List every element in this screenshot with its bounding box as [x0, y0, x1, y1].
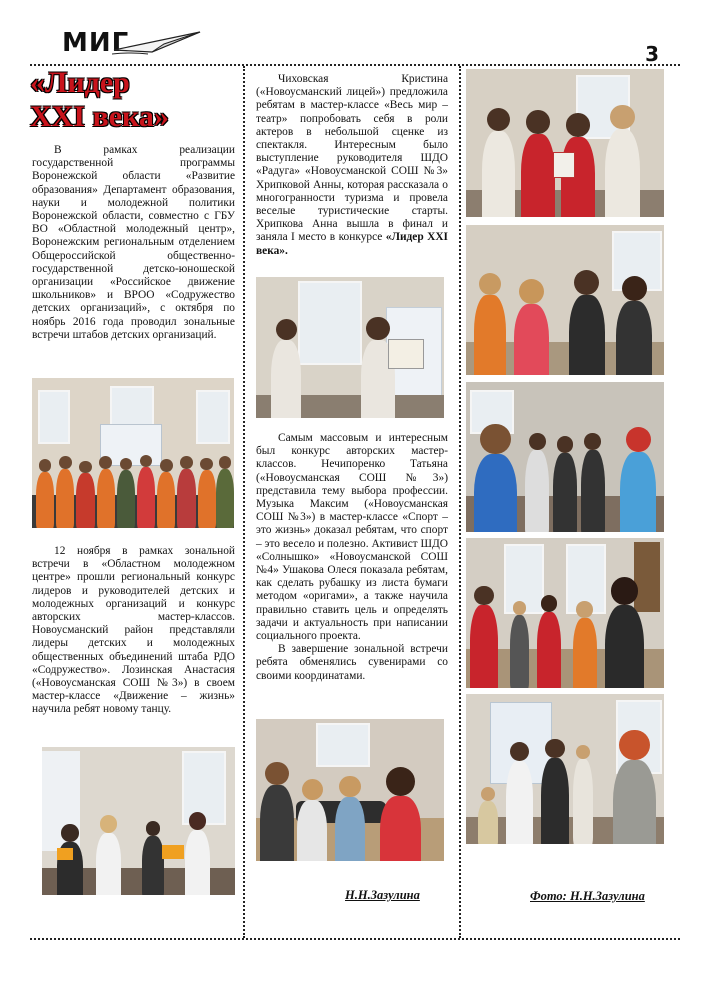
photo-closing-presentation	[466, 694, 664, 844]
column-divider-2	[459, 66, 461, 938]
photo-dance-circle	[466, 538, 664, 688]
column-2-paragraph-1: Чиховская Кристина («Новоусманский лицей») предложила ребятам в мастер-классе «Весь мир – театр» попробовать себя в роли актеров в небольшой сценке из спектакля. Интересным было выступление руководителя ШДО «Радуга» «Новоусманской СОШ №3» Хрипковой Анны, которая рассказала о многогранности туризма и провела веселые туристические старты. Хрипкова Анна вышла в финал и заняла I место в конкурсе «Лидер XXI века».	[256, 73, 448, 257]
title-line-2: XXI века»	[30, 100, 169, 133]
photo-origami-workshop	[256, 719, 444, 861]
author-signature: Н.Н.Зазулина	[345, 888, 420, 902]
paper-plane-icon	[112, 30, 202, 56]
photo-game-circle	[466, 382, 664, 532]
magazine-logo: МИГ	[62, 28, 130, 58]
photo-award-group	[466, 69, 664, 217]
photo-two-speakers	[256, 277, 444, 418]
photo-credit: Фото: Н.Н.Зазулина	[530, 889, 645, 903]
title-line-1: «Лидер	[30, 66, 130, 99]
column-divider-1	[243, 66, 245, 938]
photo-seated-discussion	[466, 225, 664, 375]
column-1-paragraph-1: В рамках реализации государственной программы Воронежской области «Развитие образования» Департамент образования, науки и молодежной политики Воронежской области, совместно с ГБУ ВО «Областной молодежный центр», Воронежским региональным отделением Общероссийской общественно-государственной детско-юношеской организации «Российское движение школьников» и ВРОО «Содружество детских организаций», с октября по ноябрь 2016 года проводил зональные встречи штабов детских организаций.	[32, 144, 235, 341]
column-2-paragraph-2: Самым массовым и интересным был конкурс авторских мастер-классов. Нечипоренко Татьяна («Новоусманская СОШ №3») представила тему выбора профессии. Музыка Максим («Новоусманская СОШ №3») в мастер-классе «Спорт – это жизнь» доказал ребятам, что спорт – это весело и полезно. Активист ШДО «Солнышко» «Новоусманской СОШ №4» Ушакова Олеся показала ребятам, как сделать рубашку из листа бумаги методом «оригами», а также научила правильно ставить цель и определять задачи и актуальность при написании социального проекта. В завершение зональной встречи ребята обменялись сувенирами со своими координатами.	[256, 432, 448, 682]
article-title	[30, 66, 230, 134]
photo-group-dance	[32, 378, 234, 528]
column-1-paragraph-2: 12 ноября в рамках зональной встречи в «Областном молодежном центре» прошли региональный конкурс лидеров и руководителей детских и молодежных организаций и конкурс авторских мастер-классов. Новоусманский район представляли лидеры детских и молодежных общественных объединений штаба РДО «Содружество». Лозинская Анастасия («Новоусманская СОШ №3») в своем мастер-классе «Движение – жизнь» научила ребят новому танцу.	[32, 545, 235, 716]
bottom-divider	[30, 938, 680, 940]
photo-master-class-stage	[42, 747, 235, 895]
page-number: 3	[645, 42, 659, 66]
